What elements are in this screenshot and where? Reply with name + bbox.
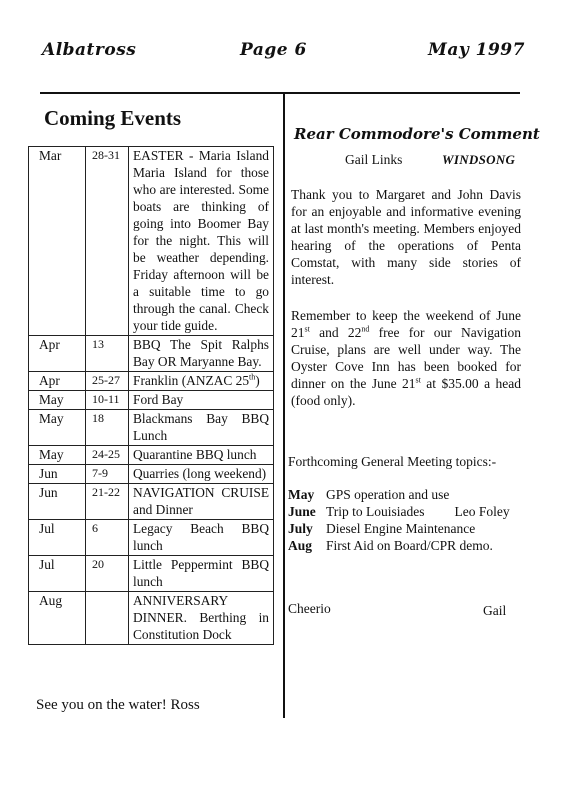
topic-month: Aug — [288, 538, 313, 553]
table-row — [29, 391, 274, 410]
event-month: Jul — [29, 556, 86, 592]
event-month: Jun — [29, 484, 86, 520]
table-row — [29, 484, 274, 520]
event-month: Apr — [29, 336, 86, 372]
closing-line: See you on the water! Ross — [36, 697, 200, 713]
signoff: Cheerio — [288, 601, 331, 616]
issue-date: May 1997 — [428, 40, 525, 60]
table-row — [29, 592, 274, 645]
event-month: Aug — [29, 592, 86, 645]
header-rule — [40, 92, 520, 94]
coming-events-title: Coming Events — [44, 106, 182, 130]
event-description: Little Peppermint BBQ lunch — [129, 556, 274, 592]
rear-commodore-title: Rear Commodore's Comment — [294, 125, 540, 143]
event-month: Apr — [29, 372, 86, 391]
event-month: May — [29, 446, 86, 465]
event-dates: 28-31 — [86, 147, 129, 336]
event-dates: 24-25 — [86, 446, 129, 465]
event-description: Quarries (long weekend) — [129, 465, 274, 484]
event-dates: 7-9 — [86, 465, 129, 484]
forthcoming-topics-heading: Forthcoming General Meeting topics:- — [288, 454, 497, 469]
table-row — [29, 556, 274, 592]
signoff-name: Gail — [483, 603, 507, 618]
author-name: Gail Links — [345, 152, 403, 167]
events-table — [28, 146, 274, 645]
event-month: Jun — [29, 465, 86, 484]
topic-month: June — [288, 504, 316, 519]
event-description: NAVIGATION CRUISE and Dinner — [129, 484, 274, 520]
event-dates — [86, 592, 129, 645]
table-row — [29, 372, 274, 391]
topic-title: Trip to Louisiades — [326, 504, 425, 519]
event-month: Jul — [29, 520, 86, 556]
event-dates: 18 — [86, 410, 129, 446]
event-description: BBQ The Spit Ralphs Bay OR Maryanne Bay. — [129, 336, 274, 372]
boat-name: WINDSONG — [442, 152, 516, 167]
table-row — [29, 147, 274, 336]
table-row — [29, 520, 274, 556]
event-description: ANNIVERSARY DINNER. Berthing in Constitution Dock — [129, 592, 274, 645]
event-month: May — [29, 391, 86, 410]
column-divider — [283, 93, 285, 718]
topic-title: First Aid on Board/CPR demo. — [326, 538, 493, 553]
event-description: Blackmans Bay BBQ Lunch — [129, 410, 274, 446]
event-description: Franklin (ANZAC 25th) — [129, 372, 274, 391]
list-item — [288, 537, 510, 554]
event-dates: 6 — [86, 520, 129, 556]
topic-title: Diesel Engine Maintenance — [326, 521, 476, 536]
navigation-cruise-paragraph: Remember to keep the weekend of June 21st and 22nd free for our Navigation Cruise, plans are well under way. The Oyster Cove Inn has been booked for dinner on the June 21st at $35.00 a head (food only). — [291, 308, 521, 408]
event-dates: 25-27 — [86, 372, 129, 391]
event-description: EASTER - Maria Island Maria Island for those who are interested. Some boats are thinking of going into Boomer Bay for the night. This will be weather depending. Friday afternoon will be a suitable time to go through the canal. Check your tide guide. — [129, 147, 274, 336]
event-description: Ford Bay — [129, 391, 274, 410]
topic-speaker: Leo Foley — [454, 504, 510, 519]
table-row — [29, 465, 274, 484]
table-row — [29, 336, 274, 372]
newsletter-name: Albatross — [42, 40, 137, 60]
topic-month: May — [288, 487, 315, 502]
topic-month: July — [288, 521, 313, 536]
list-item — [288, 520, 510, 537]
event-description: Quarantine BBQ lunch — [129, 446, 274, 465]
topic-title: GPS operation and use — [326, 487, 450, 502]
event-dates: 21-22 — [86, 484, 129, 520]
event-dates: 10-11 — [86, 391, 129, 410]
table-row — [29, 410, 274, 446]
thanks-paragraph: Thank you to Margaret and John Davis for an enjoyable and informative evening at last month's meeting. Members enjoyed hearing of the operations of Penta Comstat, with many side stories of interest. — [291, 187, 521, 287]
page-number: Page 6 — [240, 40, 307, 60]
list-item — [288, 486, 510, 503]
event-month: Mar — [29, 147, 86, 336]
event-description: Legacy Beach BBQ lunch — [129, 520, 274, 556]
list-item — [288, 503, 510, 520]
event-month: May — [29, 410, 86, 446]
event-dates: 20 — [86, 556, 129, 592]
table-row — [29, 446, 274, 465]
event-dates: 13 — [86, 336, 129, 372]
meeting-topics-list — [288, 486, 510, 554]
